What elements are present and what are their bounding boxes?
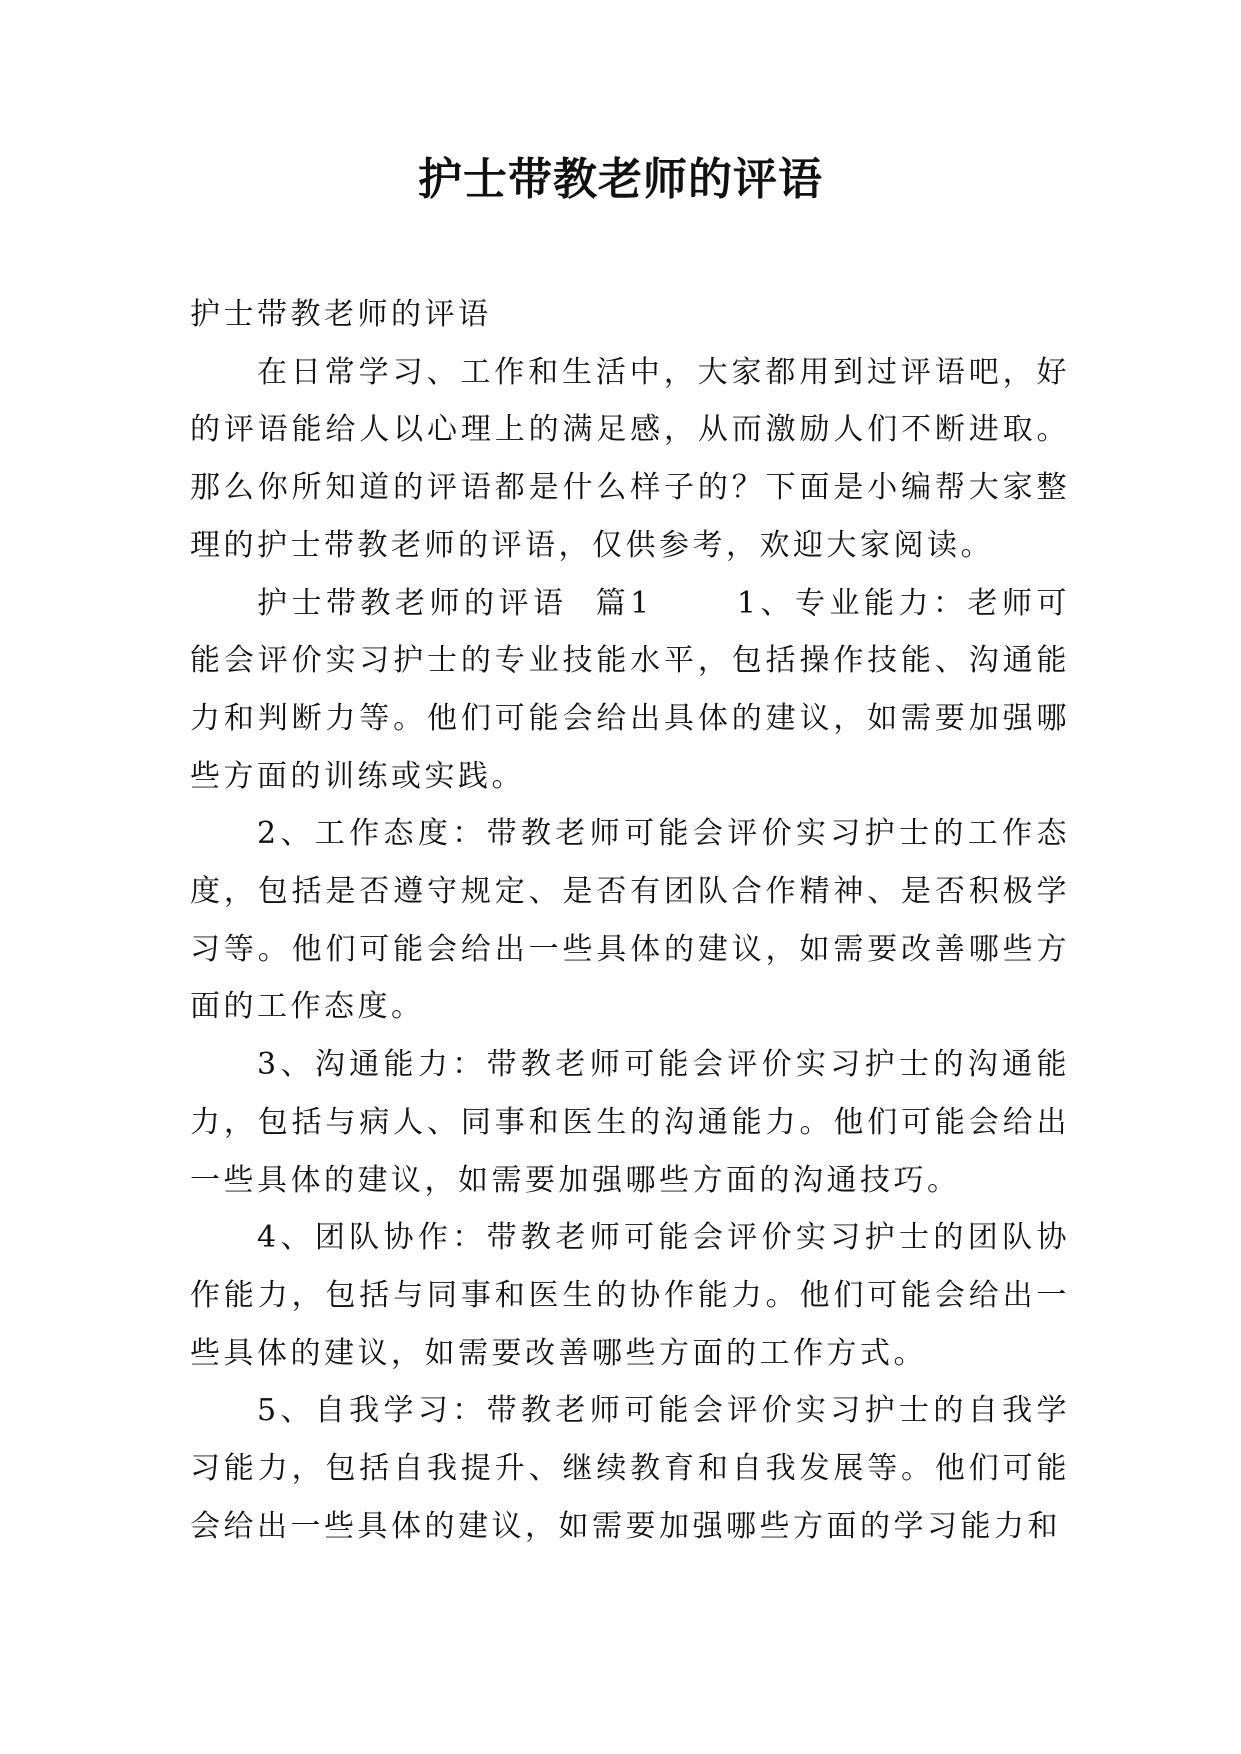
- document-body: [190, 286, 1070, 1555]
- paragraph-self-learning: 5、自我学习：带教老师可能会评价实习护士的自我学习能力，包括自我提升、继续教育和自我发展等。他们可能会给出一些具体的建议，如需要加强哪些方面的学习能力和: [190, 1393, 1070, 1544]
- intro-paragraph: 在日常学习、工作和生活中，大家都用到过评语吧，好的评语能给人以心理上的满足感，从而激励人们不断进取。那么你所知道的评语都是什么样子的？下面是小编帮大家整理的护士带教老师的评语，仅供参考，欢迎大家阅读。: [190, 354, 1070, 563]
- paragraph-teamwork: 4、团队协作：带教老师可能会评价实习护士的团队协作能力，包括与同事和医生的协作能力。他们可能会给出一些具体的建议，如需要改善哪些方面的工作方式。: [190, 1220, 1070, 1371]
- document-title: 护士带教老师的评语: [418, 154, 823, 205]
- paragraph-communication: 3、沟通能力：带教老师可能会评价实习护士的沟通能力，包括与病人、同事和医生的沟通能力。他们可能会给出一些具体的建议，如需要加强哪些方面的沟通技巧。: [190, 1047, 1070, 1198]
- section-heading-paragraph: 护士带教老师的评语 篇1 1、专业能力：老师可能会评价实习护士的专业技能水平，包括操作技能、沟通能力和判断力等。他们可能会给出具体的建议，如需要加强哪些方面的训练或实践。: [190, 585, 1070, 794]
- document-subtitle: 护士带教老师的评语: [190, 297, 492, 332]
- paragraph-work-attitude: 2、工作态度：带教老师可能会评价实习护士的工作态度，包括是否遵守规定、是否有团队合作精神、是否积极学习等。他们可能会给出一些具体的建议，如需要改善哪些方面的工作态度。: [190, 816, 1070, 1025]
